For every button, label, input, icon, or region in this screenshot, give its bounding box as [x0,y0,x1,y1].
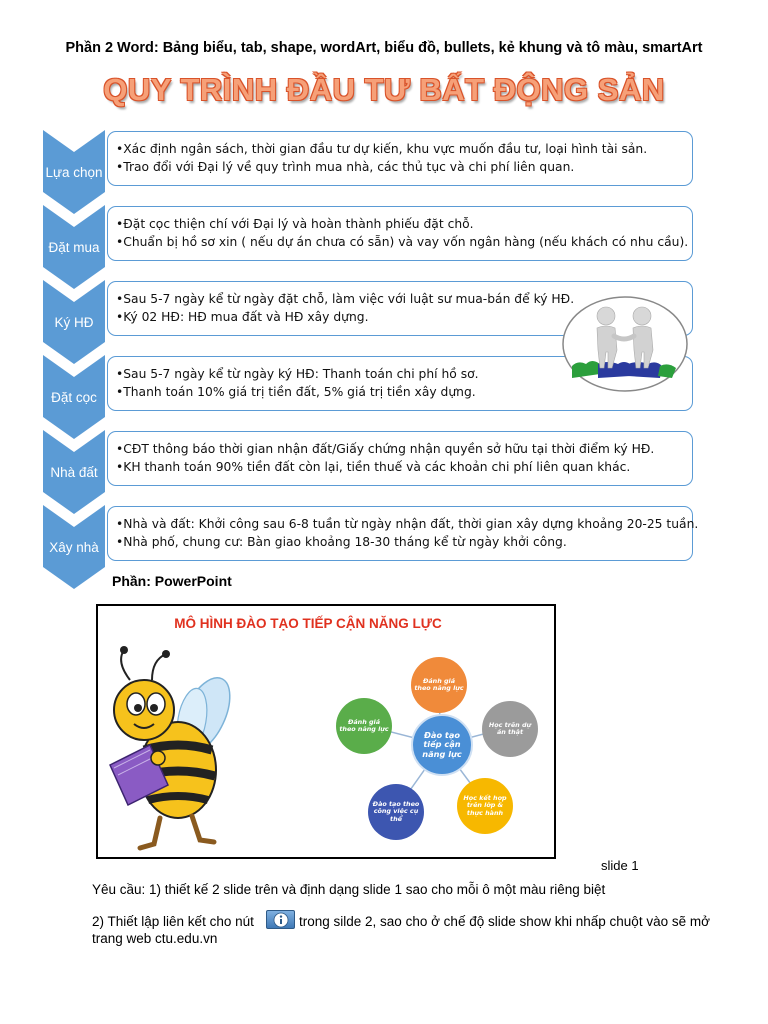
step-detail: •Ký 02 HĐ: HĐ mua đất và HĐ xây dựng. [116,310,369,324]
step-label: Nhà đất [50,465,98,480]
requirement-2-url: trang web ctu.edu.vn [92,931,218,946]
step-detail: •Trao đổi với Đại lý về quy trình mua nhà, các thủ tục và chi phí liên quan. [116,160,575,174]
diagram-center-node: Đào tạo tiếp cận năng lực [411,714,473,776]
step-box [107,131,693,186]
requirement-2-end: trong silde 2, sao cho ở chế độ slide show khi nhấp chuột vào sẽ mở [299,914,710,929]
diagram-node: Đánh giá theo năng lực [411,657,467,713]
step-detail: •Sau 5-7 ngày kể từ ngày ký HĐ: Thanh toán chi phí hồ sơ. [116,367,479,381]
step-detail: •Nhà phố, chung cư: Bàn giao khoảng 18-30 tháng kể từ ngày khởi công. [116,535,567,549]
step-detail: •Chuẩn bị hồ sơ xin ( nếu dự án chưa có sẵn) và vay vốn ngân hàng (nếu khách có nhu cầu). [116,235,689,249]
step-detail: •Sau 5-7 ngày kể từ ngày đặt chỗ, làm việc với luật sư mua-bán để ký HĐ. [116,292,575,306]
step-box [107,506,693,561]
diagram-node: Học trên dự án thật [482,701,538,757]
step-label: Lựa chọn [45,165,103,180]
step-detail: •Đặt cọc thiện chí với Đại lý và hoàn thành phiếu đặt chỗ. [116,217,474,231]
step-detail: •Xác định ngân sách, thời gian đầu tư dự kiến, khu vực muốn đầu tư, loại hình tài sản. [116,142,648,156]
step-label: Đặt mua [48,240,100,255]
info-button[interactable] [266,910,295,929]
step-box [107,206,693,261]
diagram-node: Đánh giá theo năng lực [336,698,392,754]
step-detail: •Nhà và đất: Khởi công sau 6-8 tuần từ ngày nhận đất, thời gian xây dựng khoảng 20-25 tuần. [116,517,699,531]
page-header [0,40,768,56]
header-prefix: Phần 2 Word [65,40,154,56]
diagram-node: Học kết hợp trên lớp & thực hành [457,778,513,834]
requirement-1: Yêu cầu: 1) thiết kế 2 slide trên và định dạng slide 1 sao cho mỗi ô một màu riêng biệt [92,882,606,897]
requirement-2-start: 2) Thiết lập liên kết cho nút [92,914,254,929]
bee-reading-clipart [100,640,250,855]
wordart-title: QUY TRÌNH ĐẦU TƯ BẤT ĐỘNG SẢN [103,72,665,107]
step-detail: •Thanh toán 10% giá trị tiền đất, 5% giá trị tiền xây dựng. [116,385,476,399]
powerpoint-heading: Phần: PowerPoint [112,573,232,589]
slide-title: MÔ HÌNH ĐÀO TẠO TIẾP CẬN NĂNG LỰC [174,616,442,631]
slide-caption: slide 1 [601,858,639,873]
handshake-clipart [562,296,688,392]
step-detail: •CĐT thông báo thời gian nhận đất/Giấy chứng nhận quyền sở hữu tại thời điểm ký HĐ. [116,442,655,456]
step-detail: •KH thanh toán 90% tiền đất còn lại, tiền thuế và các khoản chi phí liên quan khác. [116,460,631,474]
step-label: Đặt cọc [51,390,97,405]
diagram-node: Đào tạo theo công việc cụ thể [368,784,424,840]
info-icon [273,912,289,928]
step-box [107,431,693,486]
header-topics: : Bảng biểu, tab, shape, wordArt, biểu đồ, bullets, kẻ khung và tô màu, smartArt [153,40,703,56]
step-label: Ký HĐ [54,315,94,330]
step-label: Xây nhà [49,540,99,555]
